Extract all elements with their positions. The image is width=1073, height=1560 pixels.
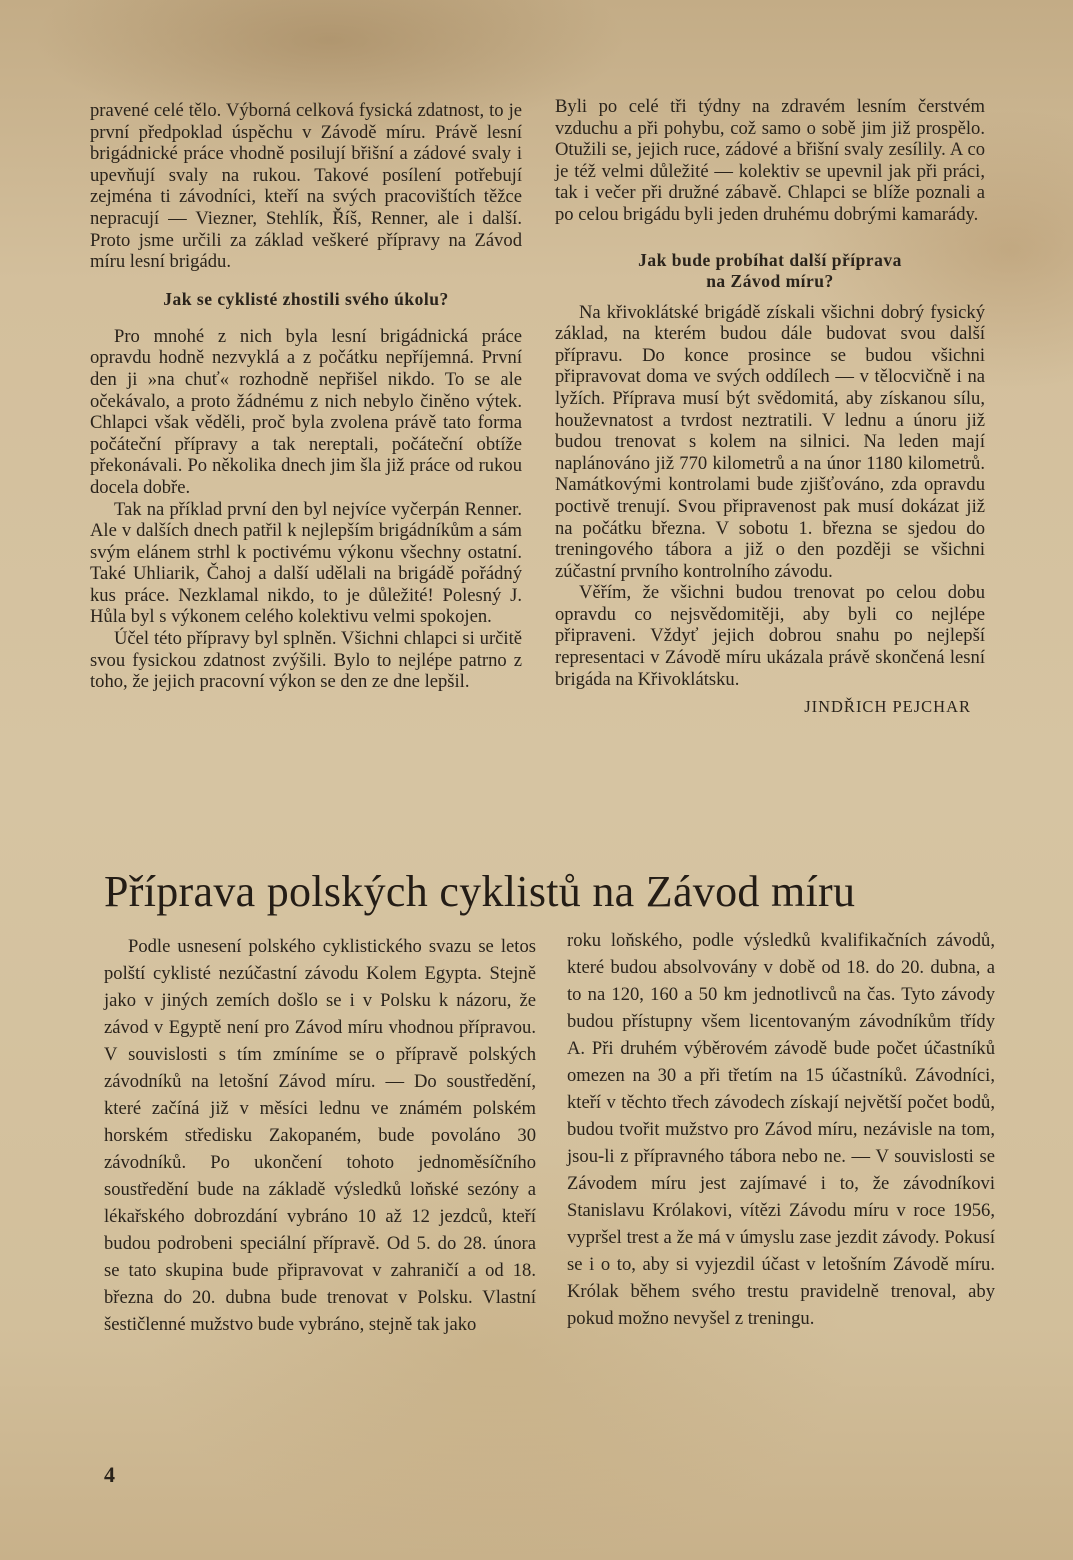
- page-number: 4: [104, 1462, 115, 1487]
- paragraph: Tak na příklad první den byl nejvíce vyčerpán Renner. Ale v dalších dnech patřil k nejlepším brigádníkům a sám svým elánem strhl k poctivému výkonu všechny ostatní. Také Uhliarik, Čahoj a další udělali na brigádě pořádný kus práce. Nezklamal nikdo, to je důležité! Polesný J. Hůla byl s výkonem celého kolektivu velmi spokojen.: [90, 498, 522, 628]
- article-column-bottom-left: [104, 933, 536, 1338]
- author-signature: JINDŘICH PEJCHAR: [804, 697, 971, 717]
- section-heading: Jak se cyklisté zhostili svého úkolu?: [163, 288, 449, 309]
- paragraph: Pro mnohé z nich byla lesní brigádnická práce opravdu hodně nezvyklá a z počátku nepříjemná. První den ji »na chuť« rozhodně nepřišel nikdo. To se ale očekávalo, a proto žádnému z nich nebylo činěno výtek. Chlapci však věděli, proč byla zvolena právě tato forma počáteční přípravy a tak nereptali, počáteční obtíže překonávali. Po několika dnech jim šla již práce od rukou docela dobře.: [90, 325, 522, 498]
- paragraph: Věřím, že všichni budou trenovat po celou dobu opravdu co nejsvědomitěji, aby byli co nejlépe připraveni. Vždyť jejich dobrou snahu po nejlepší representaci v Závodě míru ukázala právě skončená lesní brigáda na Křivoklátsku.: [555, 582, 985, 690]
- section-heading-line: Jak bude probíhat další příprava: [638, 249, 902, 270]
- article-headline: Příprava polských cyklistů na Závod míru: [104, 867, 856, 916]
- section-heading-line: na Závod míru?: [706, 270, 834, 291]
- paragraph: roku loňského, podle výsledků kvalifikačních závodů, které budou absolvovány v době od 18. do 20. dubna, a to na 120, 160 a 50 km jednotlivců na čas. Tyto závody budou přístupny všem licentovaným závodníkům třídy A. Při druhém výběrovém závodě bude počet účastníků omezen na 30 a při třetím na 15 účastníků. Závodníci, kteří v těchto třech závodech získají největší počet bodů, budou tvořit mužstvo pro Závod míru, nezávisle na tom, jsou-li z přípravného tábora nebo ne. — V souvislosti se Závodem míru jest zajímavé i to, že závodníkovi Stanislavu Królakovi, vítězi Závodu míru v roce 1956, vypršel trest a že má v úmyslu zase jezdit závody. Pokusí se i o to, aby si vyjezdil účast v letošním Závodě míru. Królak během svého trestu pravidelně trenoval, aby pokud možno nevyšel z treningu.: [567, 930, 995, 1329]
- paragraph: Byli po celé tři týdny na zdravém lesním čerstvém vzduchu a při pohybu, což samo o sobě jim již prospělo. Otužili se, jejich ruce, zádové a břišní svaly zesílily. A co je též velmi důležité — kolektiv se upevnil jak při práci, tak i večer při družné zábavě. Chlapci se blíže poznali a po celou brigádu byli jeden druhému dobrými kamarády.: [555, 96, 985, 225]
- paragraph: pravené celé tělo. Výborná celková fysická zdatnost, to je první předpoklad úspěchu v Závodě míru. Právě lesní brigádnické práce vhodně posilují břišní a zádové svaly i upevňují svaly na rukou. Takové posílení potřebují zejména ti závodníci, kteří na svých pracovištích těžce nepracují — Viezner, Stehlík, Říš, Renner, ale i další. Proto jsme určili za základ veškeré přípravy na Závod míru lesní brigádu.: [90, 100, 522, 273]
- article-column-top-left: [90, 100, 522, 693]
- article-column-top-right: [555, 96, 985, 718]
- paragraph: Účel této přípravy byl splněn. Všichni chlapci si určitě svou fysickou zdatnost zvýšili. Bylo to nejlépe patrno z toho, že jejich pracovní výkon se den ze dne lepšil.: [90, 628, 522, 693]
- section-heading: [555, 250, 985, 292]
- paragraph: Podle usnesení polského cyklistického svazu se letos polští cyklisté nezúčastní závodu Kolem Egypta. Stejně jako v jiných zemích došlo se i v Polsku k názoru, že závod v Egyptě není pro Závod míru vhodnou přípravou. V souvislosti s tím zmíníme se o přípravě polských závodníků na letošní Závod míru. — Do soustředění, které začíná již v měsíci lednu ve známém polském horském středisku Zakopaném, bude povoláno 30 závodníků. Po ukončení tohoto jednoměsíčního soustředění bude na základě výsledků loňské sezóny a lékařského dobrozdání vybráno 10 až 12 jezdců, kteří budou podrobeni speciální přípravě. Od 5. do 28. února se tato skupina bude připravovat v zahraničí a od 18. března do 20. dubna bude trenovat v Polsku. Vlastní šestičlenné mužstvo bude vybráno, stejně tak jako: [104, 936, 536, 1335]
- paragraph: Na křivoklátské brigádě získali všichni dobrý fysický základ, na kterém budou dále budovat svou další přípravu. Do konce prosince se budou všichni připravovat doma ve svých oddílech — v tělocvičně i na lyžích. Příprava musí být svědomitá, aby získanou sílu, houževnatost a tvrdost neztratili. V lednu a únoru již budou trenovat s kolem na silnici. Na leden mají naplánováno již 770 kilometrů a na únor 1180 kilometrů. Namátkovými kontrolami bude zjišťováno, zda opravdu poctivě trenují. Svou připravenost pak musí dokázat již na počátku března. V sobotu 1. března se sjedou do treningového tábora a již o den později se všichni zúčastní prvního kontrolního závodu.: [555, 301, 985, 582]
- article-column-bottom-right: [567, 927, 995, 1332]
